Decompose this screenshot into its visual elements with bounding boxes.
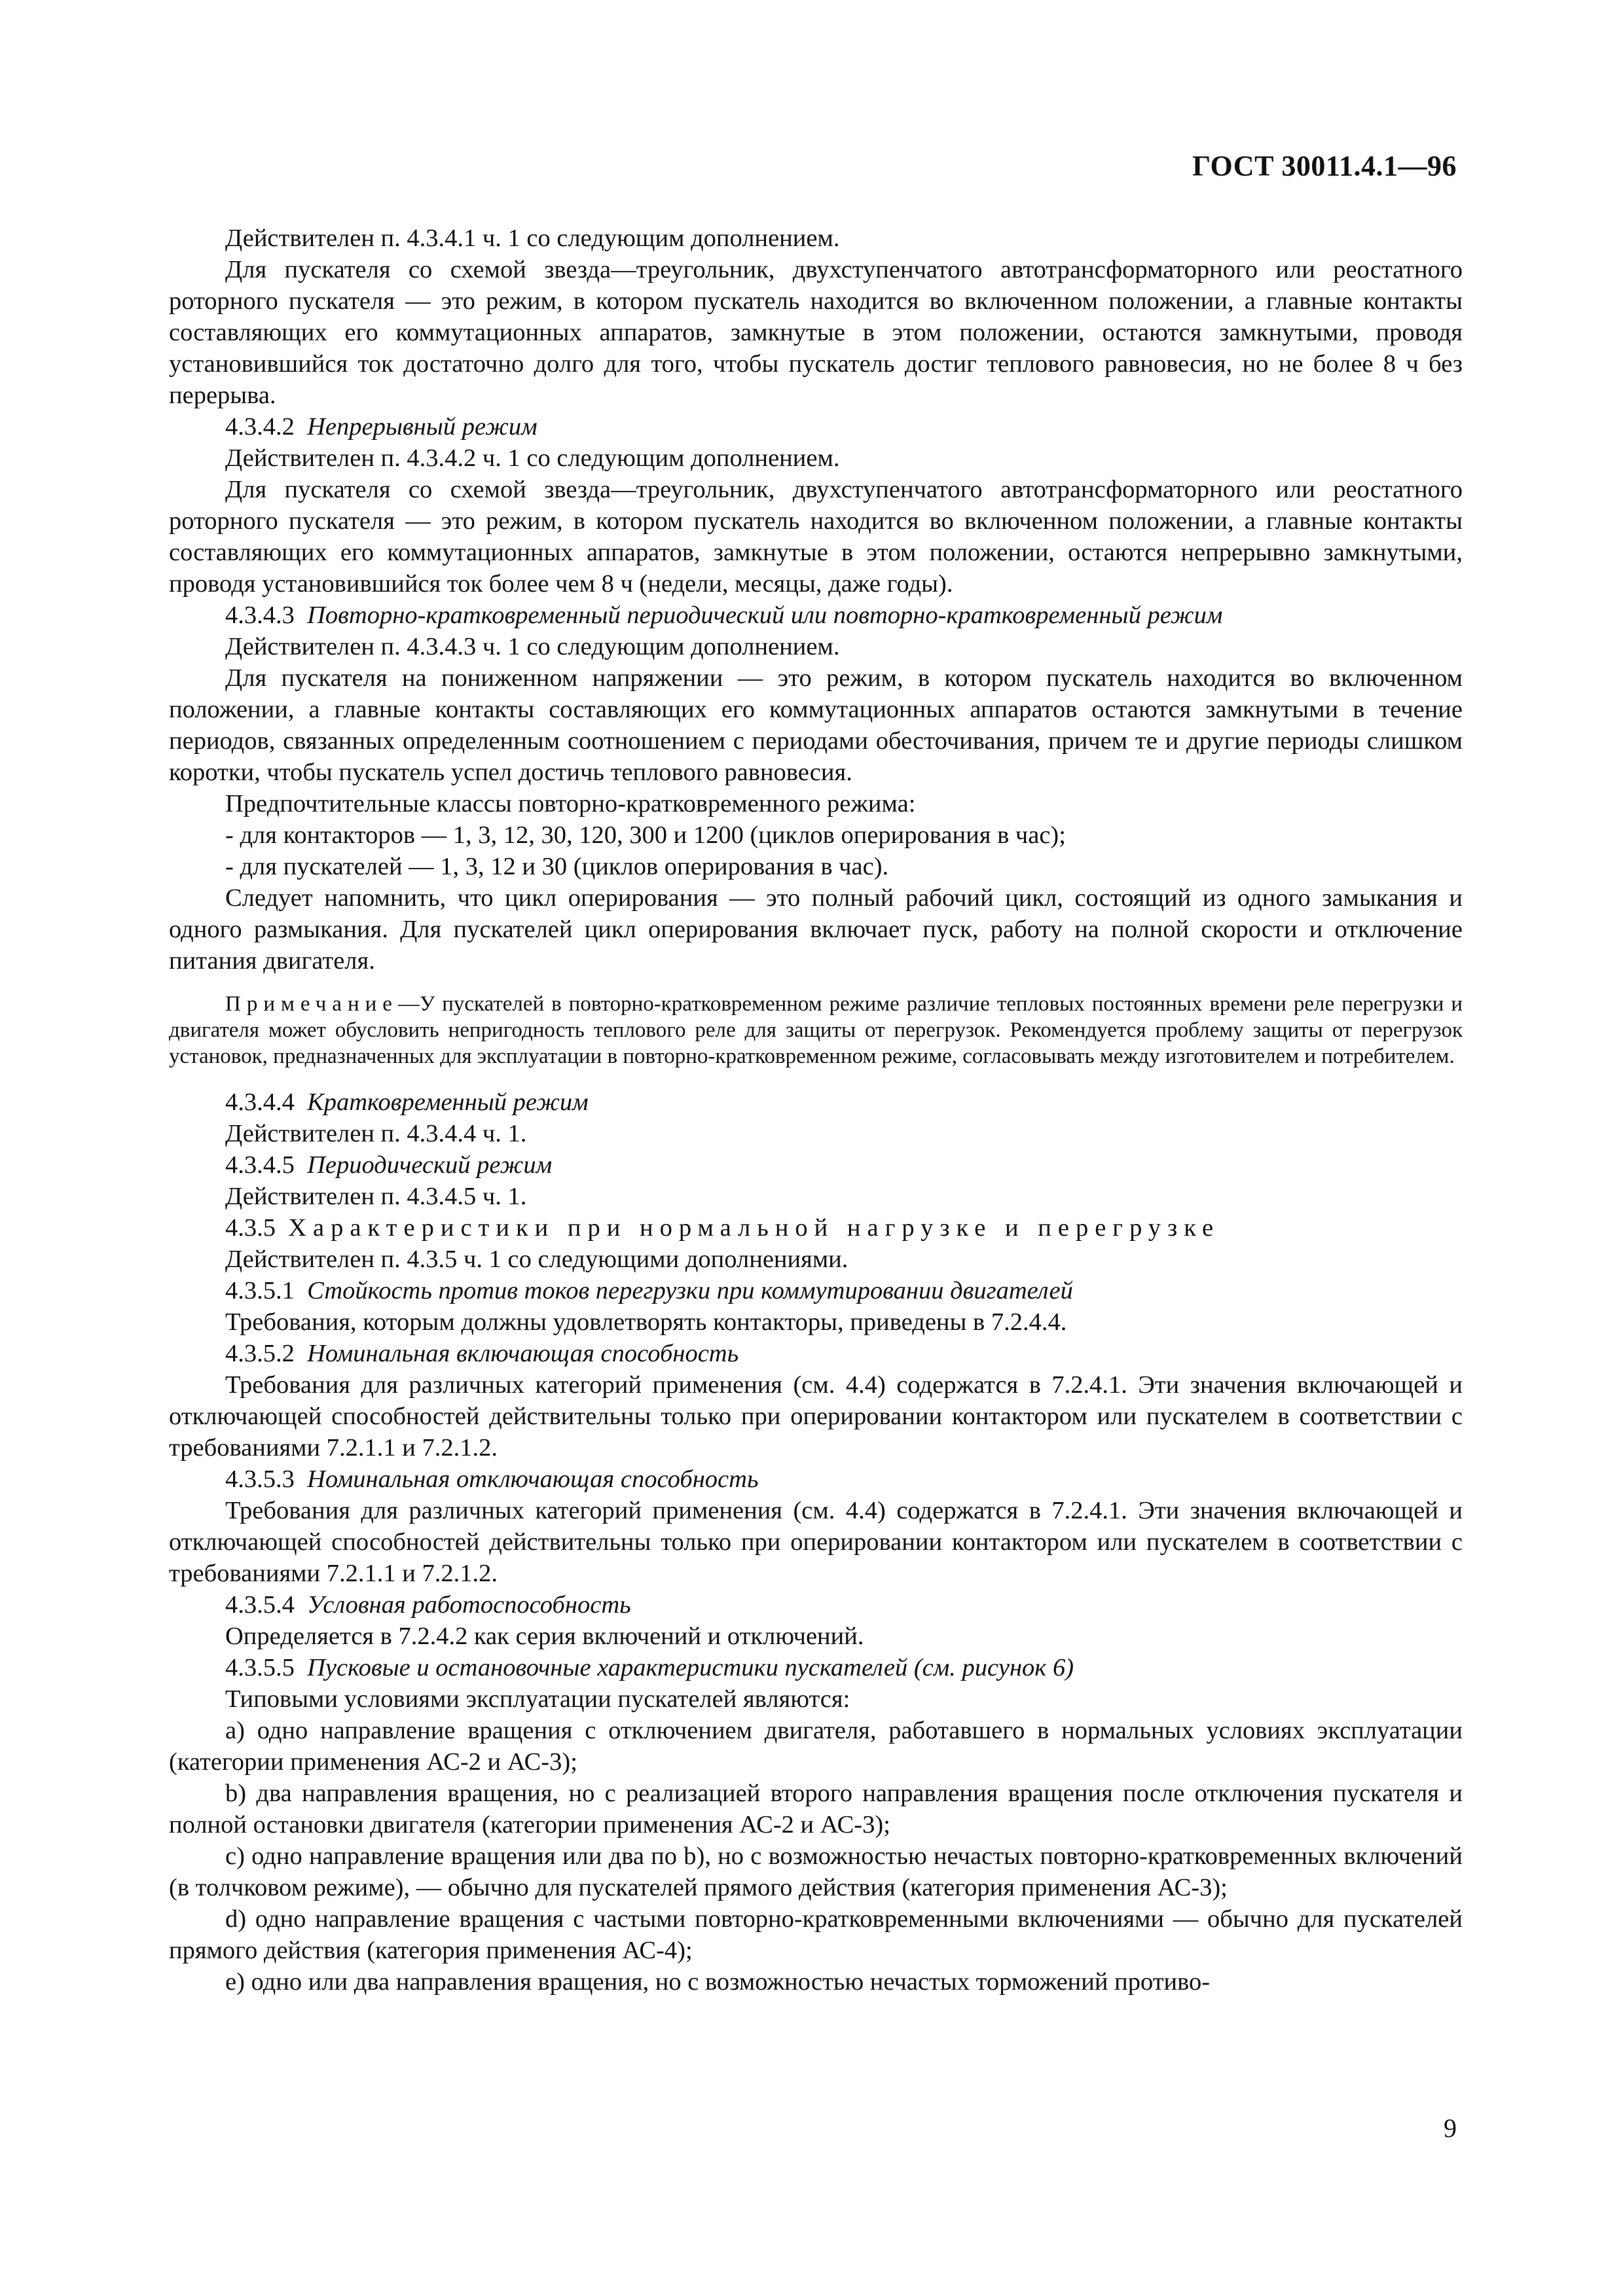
note-label: Примечание xyxy=(225,992,398,1016)
paragraph: Действителен п. 4.3.4.3 ч. 1 со следующим дополнением. xyxy=(225,633,840,660)
paragraph: Для пускателя со схемой звезда—треугольник, двухступенчатого автотрансформаторного или реостатного роторного пускателя — это режим, в котором пускатель находится во включенном положении, а главные контакты составляющих его коммутационных аппаратов, замкнутые в этом положении, остаются замкнутыми, проводя установившийся ток достаточно долго для того, чтобы пускатель достиг теплового равновесия, но не более 8 ч без перерыва. xyxy=(169,256,1463,409)
section-number: 4.3.4.2 xyxy=(225,413,295,440)
section-heading-4354 xyxy=(169,1589,1463,1621)
list-item-b: b) два направления вращения, но с реализацией второго направления вращения после отключения пускателя и полной остановки двигателя (категории применения АС-2 и АС-3); xyxy=(169,1780,1463,1839)
section-title: Повторно-кратковременный периодический или повторно-кратковременный режим xyxy=(307,601,1223,629)
note-text: —У пускателей в повторно-кратковременном режиме различие тепловых постоянных времени реле перегрузки и двигателя может обусловить непригодность теплового реле для защиты от перегрузок. Рекомендуется проблему защиты от перегрузок установок, предназначенных для эксплуатации в повторно-кратковременном режиме, согласовывать между изготовителем и потребителем. xyxy=(169,992,1463,1068)
paragraph: Действителен п. 4.3.4.4 ч. 1. xyxy=(225,1120,527,1147)
section-number: 4.3.4.5 xyxy=(225,1151,295,1179)
paragraph: Для пускателя на пониженном напряжении — это режим, в котором пускатель находится во включенном положении, а главные контакты составляющих его коммутационных аппаратов остаются замкнутыми в течение периодов, связанных определенным соотношением с периодами обесточивания, причем те и другие периоды слишком коротки, чтобы пускатель успел достичь теплового равновесия. xyxy=(169,664,1463,786)
list-item: - для пускателей — 1, 3, 12 и 30 (циклов оперирования в час). xyxy=(225,853,889,880)
section-number: 4.3.5 xyxy=(225,1214,276,1242)
section-number: 4.3.5.5 xyxy=(225,1654,295,1681)
section-heading-4351 xyxy=(169,1275,1463,1306)
section-number: 4.3.4.4 xyxy=(225,1088,295,1116)
paragraph: Типовыми условиями эксплуатации пускателей являются: xyxy=(225,1685,850,1713)
section-heading-4343 xyxy=(169,600,1463,631)
paragraph: Требования для различных категорий применения (см. 4.4) содержатся в 7.2.4.1. Эти значения включающей и отключающей способностей действительны только при оперировании контактором или пускателем в соответствии с требованиями 7.2.1.1 и 7.2.1.2. xyxy=(169,1497,1463,1587)
list-item-a: а) одно направление вращения с отключением двигателя, работавшего в нормальных условиях эксплуатации (категории применения АС-2 и АС-3); xyxy=(169,1717,1463,1776)
section-title: Номинальная включающая способность xyxy=(307,1340,739,1367)
section-title: Характеристики при нормальной нагрузке и перегрузке xyxy=(288,1214,1220,1242)
section-heading-4352 xyxy=(169,1338,1463,1369)
section-number: 4.3.5.4 xyxy=(225,1591,295,1619)
paragraph: Следует напомнить, что цикл оперирования — это полный рабочий цикл, состоящий из одного замыкания и одного размыкания. Для пускателей цикл оперирования включает пуск, работу на полной скорости и отключение питания двигателя. xyxy=(169,884,1463,975)
section-heading-435 xyxy=(169,1212,1463,1244)
paragraph: Определяется в 7.2.4.2 как серия включений и отключений. xyxy=(225,1623,864,1650)
section-title: Условная работоспособность xyxy=(307,1591,631,1619)
list-item-e: е) одно или два направления вращения, но с возможностью нечастых торможений противо- xyxy=(225,1968,1211,1996)
section-title: Кратковременный режим xyxy=(307,1088,589,1116)
section-number: 4.3.5.1 xyxy=(225,1277,295,1304)
page-number: 9 xyxy=(1444,2113,1457,2143)
paragraph: Для пускателя со схемой звезда—треугольник, двухступенчатого автотрансформаторного или реостатного роторного пускателя — это режим, в котором пускатель находится во включенном положении, а главные контакты составляющих его коммутационных аппаратов, замкнутые в этом положении, остаются непрерывно замкнутыми, проводя установившийся ток более чем 8 ч (недели, месяцы, даже годы). xyxy=(169,476,1463,598)
section-number: 4.3.5.3 xyxy=(225,1465,295,1493)
section-title: Периодический режим xyxy=(307,1151,553,1179)
paragraph: Действителен п. 4.3.5 ч. 1 со следующими дополнениями. xyxy=(225,1246,848,1273)
section-heading-4342 xyxy=(169,411,1463,442)
paragraph: Действителен п. 4.3.4.5 ч. 1. xyxy=(225,1183,527,1210)
paragraph: Действителен п. 4.3.4.2 ч. 1 со следующим дополнением. xyxy=(225,444,840,472)
section-number: 4.3.4.3 xyxy=(225,601,295,629)
section-title: Пусковые и остановочные характеристики пускателей (см. рисунок 6) xyxy=(307,1654,1074,1681)
section-heading-4355 xyxy=(169,1652,1463,1683)
list-item-d: d) одно направление вращения с частыми повторно-кратковременными включениями — обычно для пускателей прямого действия (категория применения АС-4); xyxy=(169,1905,1463,1964)
note-block xyxy=(169,991,1463,1069)
section-heading-4353 xyxy=(169,1463,1463,1495)
section-number: 4.3.5.2 xyxy=(225,1340,295,1367)
paragraph: Требования, которым должны удовлетворять контакторы, приведены в 7.2.4.4. xyxy=(225,1308,1067,1336)
list-item: - для контакторов — 1, 3, 12, 30, 120, 300 и 1200 (циклов оперирования в час); xyxy=(225,821,1066,849)
section-title: Непрерывный режим xyxy=(307,413,538,440)
section-heading-4344 xyxy=(169,1086,1463,1118)
section-title: Номинальная отключающая способность xyxy=(307,1465,759,1493)
list-item-c: с) одно направление вращения или два по b), но с возможностью нечастых повторно-кратковременных включений (в толчковом режиме), — обычно для пускателей прямого действия (категория применения АС-3); xyxy=(169,1842,1463,1901)
document-body xyxy=(169,223,1463,1998)
section-heading-4345 xyxy=(169,1149,1463,1181)
paragraph: Действителен п. 4.3.4.1 ч. 1 со следующим дополнением. xyxy=(225,224,840,252)
paragraph: Требования для различных категорий применения (см. 4.4) содержатся в 7.2.4.1. Эти значения включающей и отключающей способностей действительны только при оперировании контактором или пускателем в соответствии с требованиями 7.2.1.1 и 7.2.1.2. xyxy=(169,1371,1463,1462)
standard-header: ГОСТ 30011.4.1—96 xyxy=(1192,150,1457,182)
section-title: Стойкость против токов перегрузки при коммутировании двигателей xyxy=(307,1277,1073,1304)
paragraph: Предпочтительные классы повторно-кратковременного режима: xyxy=(225,790,916,817)
